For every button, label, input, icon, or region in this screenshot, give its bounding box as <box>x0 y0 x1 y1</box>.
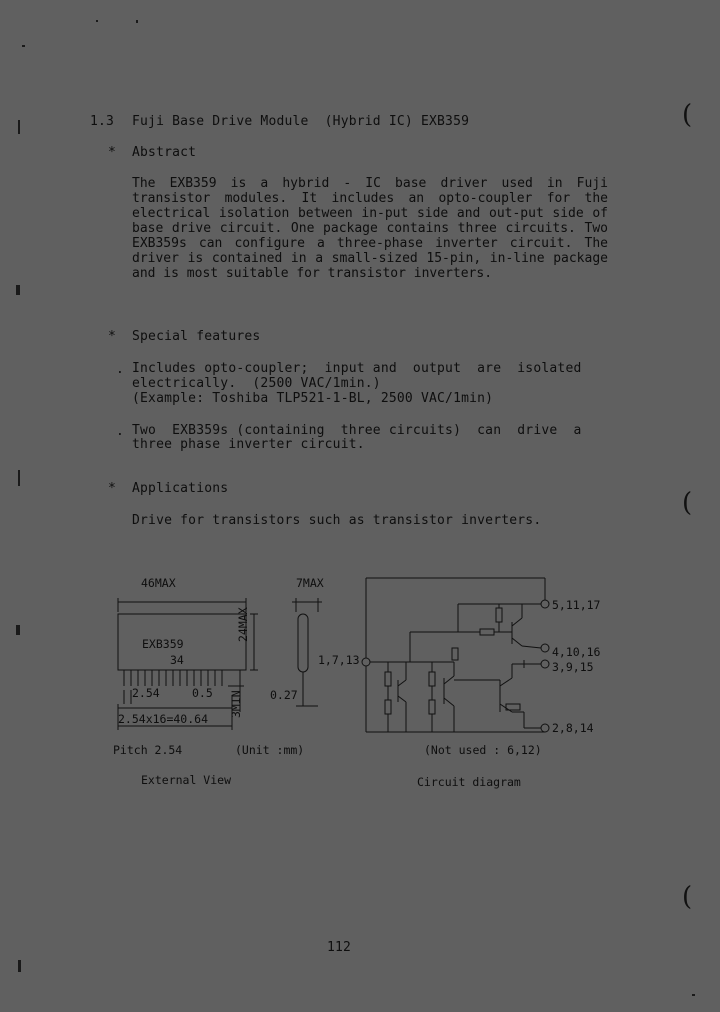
features-heading: Special features <box>132 329 261 344</box>
pin-length-label: 3MIN <box>229 690 243 718</box>
page-number: 112 <box>327 940 352 955</box>
pitch-dimension-label: 2.54 <box>132 686 160 700</box>
pin-label-c: 3,9,15 <box>552 660 594 674</box>
scan-speck <box>136 20 138 23</box>
not-used-note: (Not used : 6,12) <box>424 743 542 757</box>
feature-2-line-1: Two EXB359s (containing three circuits) can drive a <box>132 423 582 438</box>
pitch-note: Pitch 2.54 <box>113 743 183 757</box>
bullet-dot: . <box>116 362 125 377</box>
abstract-heading: Abstract <box>132 145 197 160</box>
pin-span-label: 2.54x16=40.64 <box>118 712 209 726</box>
scan-speck <box>18 960 21 972</box>
scan-speck <box>16 285 20 295</box>
pin-label-d: 2,8,14 <box>552 721 594 735</box>
height-dimension-label: 24MAX <box>236 607 250 642</box>
thickness-dimension-label: 7MAX <box>296 576 324 590</box>
section-title: Fuji Base Drive Module (Hybrid IC) EXB359 <box>132 114 470 129</box>
abstract-text: The EXB359 is a hybrid - IC base driver used in Fuji transistor modules. It includes an opto-coupler for the electrical isolation between in-put side and out-put side of base drive circuit. One package contains three circuits. Two EXB359s can configure a three-phase inverter circuit. The driver is contained in a small-sized 15-pin, in-line package and is most suitable for transistor inverters. <box>132 176 608 281</box>
bullet-star: * <box>108 329 117 344</box>
applications-heading: Applications <box>132 481 229 496</box>
scan-speck <box>22 45 25 47</box>
scan-speck <box>18 470 20 486</box>
bullet-star: * <box>108 145 117 160</box>
part-number-label: EXB359 <box>142 637 184 651</box>
scan-speck <box>16 625 20 635</box>
pin-label-a: 5,11,17 <box>552 598 601 612</box>
unit-note: (Unit :mm) <box>235 743 305 757</box>
pin-width-label: 0.5 <box>192 686 213 700</box>
feature-2-line-2: three phase inverter circuit. <box>132 437 365 452</box>
feature-1-line-1: Includes opto-coupler; input and output are isolated <box>132 361 582 376</box>
scan-speck <box>692 994 695 996</box>
feature-1-line-3: (Example: Toshiba TLP521-1-BL, 2500 VAC/1min) <box>132 391 494 406</box>
binding-hole-mark: ( <box>682 100 693 130</box>
width-dimension-label: 46MAX <box>141 576 176 590</box>
binding-hole-mark: ( <box>682 882 693 912</box>
feature-1-line-2: electrically. (2500 VAC/1min.) <box>132 376 381 391</box>
external-view-caption: External View <box>141 773 232 787</box>
lead-thickness-label: 0.27 <box>270 688 298 702</box>
scan-speck <box>96 20 98 22</box>
pin-label-b: 4,10,16 <box>552 645 601 659</box>
bullet-star: * <box>108 481 117 496</box>
scan-speck <box>18 120 20 134</box>
pin-label-input: 1,7,13 <box>318 653 360 667</box>
binding-hole-mark: ( <box>682 488 693 518</box>
bullet-dot: . <box>116 424 125 439</box>
package-code-label: 34 <box>170 653 184 667</box>
circuit-diagram-caption: Circuit diagram <box>417 775 521 789</box>
section-number: 1.3 <box>90 114 115 129</box>
applications-text: Drive for transistors such as transistor inverters. <box>132 513 542 528</box>
